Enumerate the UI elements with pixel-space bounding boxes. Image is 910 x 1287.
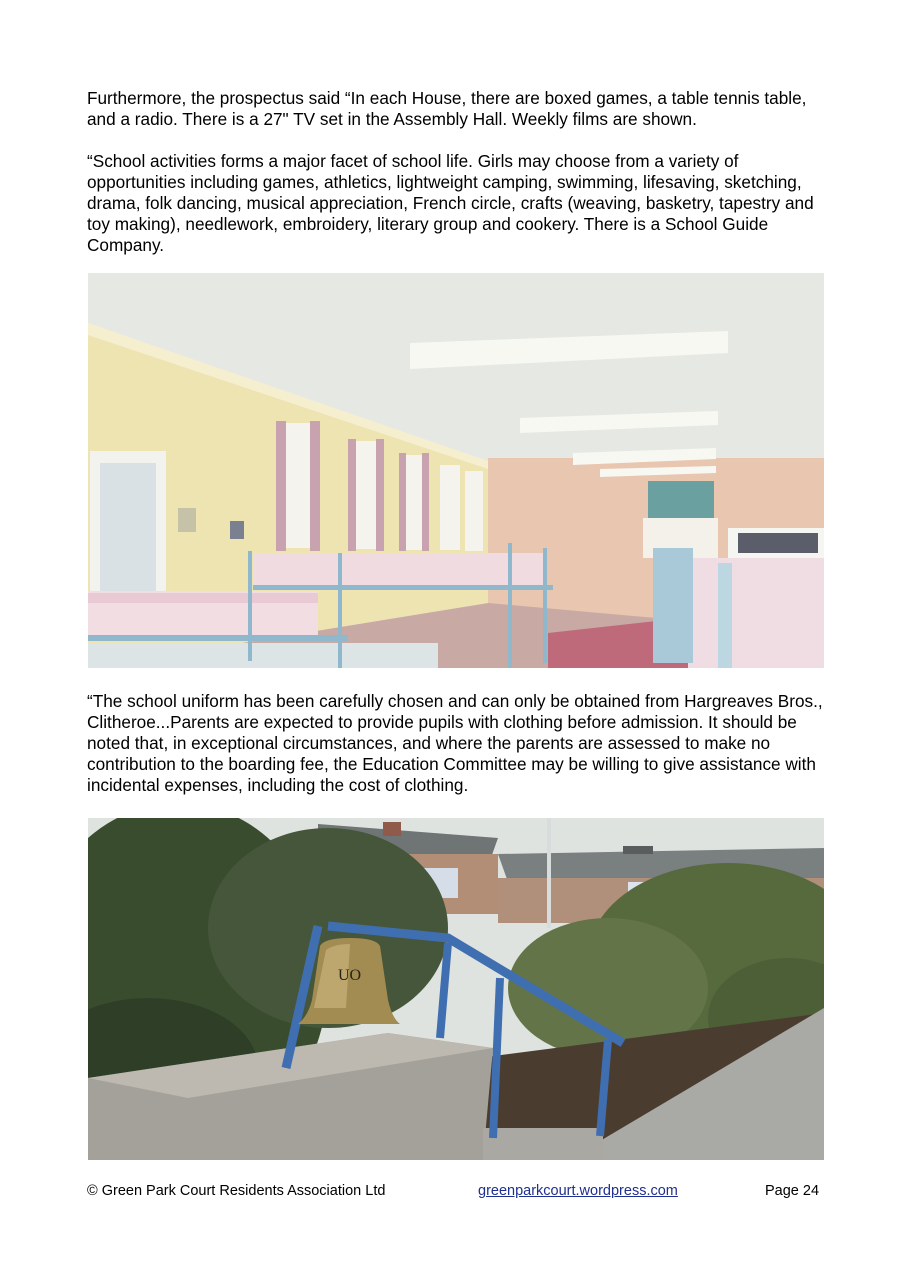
school-bell-photo	[88, 818, 824, 1160]
paragraph-prospectus-games: Furthermore, the prospectus said “In each House, there are boxed games, a table tennis table, and a radio. There is a 27" TV set in the Assembly Hall. Weekly films are shown.	[87, 88, 807, 129]
footer-copyright: © Green Park Court Residents Association Ltd	[87, 1183, 386, 1199]
dormitory-photo	[88, 273, 824, 668]
footer-page-number: Page 24	[765, 1183, 820, 1199]
paragraph-school-uniform: “The school uniform has been carefully chosen and can only be obtained from Hargreaves Bros., Clitheroe...Parents are expected to provide pupils with clothing before admission. It should be noted that, in exceptional circumstances, and where the parents are assessed to make no contribution to the boarding fee, the Education Committee may be willing to give assistance with incidental expenses, including the cost of clothing.	[87, 691, 823, 795]
paragraph-school-activities: “School activities forms a major facet of school life. Girls may choose from a variety of opportunities including games, athletics, lightweight camping, swimming, lifesaving, sketching, drama, folk dancing, musical appreciation, French circle, crafts (weaving, basketry, tapestry and toy making), needlework, embroidery, literary group and cookery. There is a School Guide Company.	[87, 151, 814, 255]
footer-website-link[interactable]: greenparkcourt.wordpress.com	[478, 1183, 678, 1199]
bell-inscription: UO	[338, 967, 362, 984]
